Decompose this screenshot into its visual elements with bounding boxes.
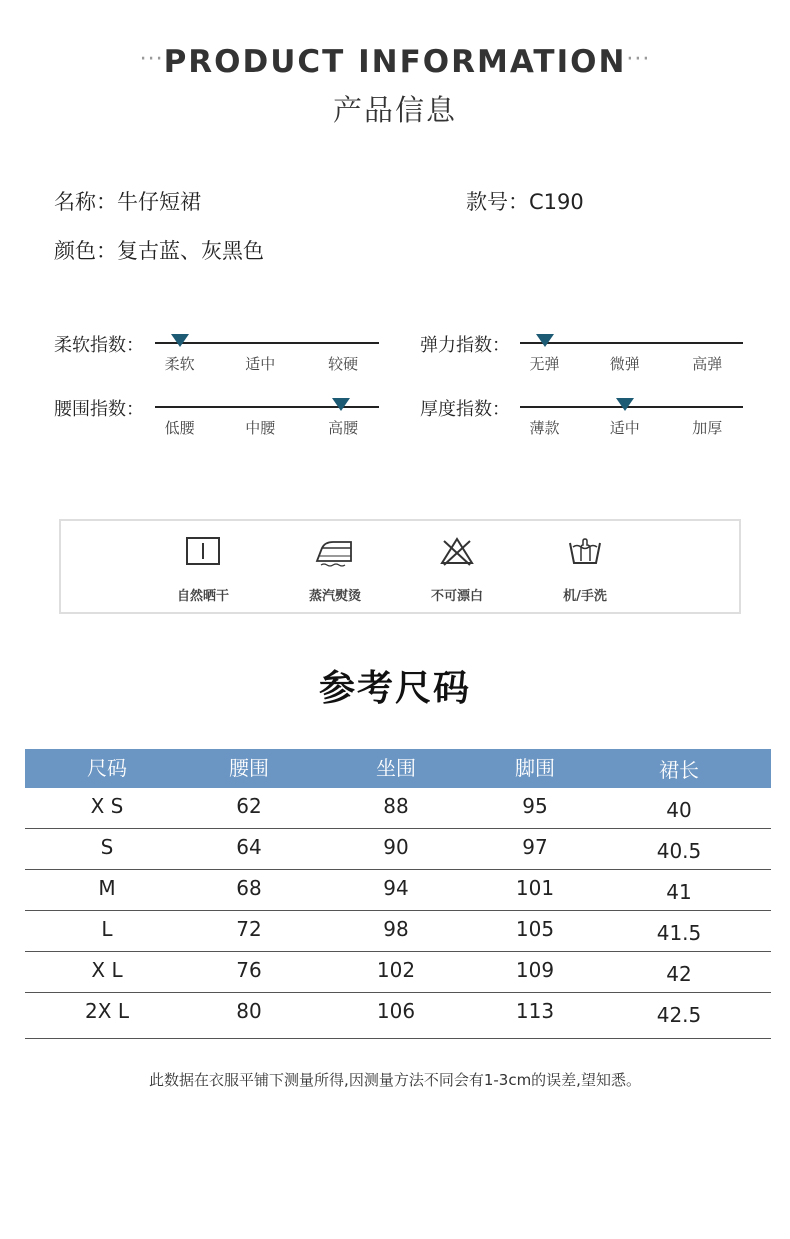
scale-option: 较硬	[328, 355, 359, 373]
cell-length: 40	[666, 798, 692, 822]
scale-option: 中腰	[245, 419, 276, 437]
measurement-note: 此数据在衣服平铺下测量所得,因测量方法不同会有1-3cm的误差,望知悉。	[149, 1071, 641, 1089]
scale-option: 高腰	[328, 419, 359, 437]
scale-marker-icon	[616, 398, 634, 411]
cell-hip: 102	[376, 958, 416, 982]
cell-waist: 80	[236, 999, 262, 1023]
scale-option: 适中	[609, 419, 640, 437]
care-item-steam-iron	[285, 521, 385, 616]
cell-length: 41	[666, 880, 692, 904]
table-row	[25, 788, 771, 829]
scale-option: 无弹	[529, 355, 560, 373]
elasticity-index-label: 弹力指数：	[420, 335, 510, 356]
cell-waist: 76	[236, 958, 262, 982]
softness-index-label: 柔软指数：	[54, 335, 144, 356]
header-title-en	[0, 44, 790, 80]
table-row	[25, 952, 771, 993]
care-label: 蒸汽熨烫	[308, 589, 361, 604]
cell-waist: 62	[236, 794, 262, 818]
cell-hip: 90	[383, 835, 409, 859]
cell-size: X S	[90, 794, 124, 818]
scale-option: 适中	[245, 355, 276, 373]
care-label: 自然晒干	[176, 589, 229, 604]
scale-option: 低腰	[164, 419, 195, 437]
cell-size: 2X L	[85, 999, 129, 1023]
waist-index-scale	[155, 397, 379, 437]
cell-hem: 109	[515, 958, 555, 982]
scale-option: 高弹	[692, 355, 723, 373]
table-row	[25, 911, 771, 952]
column-header-size: 尺码	[87, 756, 127, 780]
care-label: 机/手洗	[563, 589, 607, 604]
cell-waist: 68	[236, 876, 262, 900]
column-header-waist: 腰围	[229, 756, 269, 780]
cell-waist: 72	[236, 917, 262, 941]
no-bleach-icon	[439, 535, 475, 567]
cell-size: S	[100, 835, 114, 859]
scale-option: 微弹	[609, 355, 640, 373]
table-row	[25, 993, 771, 1039]
cell-hem: 113	[515, 999, 555, 1023]
header-title-en-text: PRODUCT INFORMATION	[163, 44, 627, 80]
product-style-no: 款号：C190	[466, 190, 584, 214]
size-table	[25, 749, 771, 1039]
cell-size: M	[98, 876, 116, 900]
thickness-index-scale	[520, 397, 743, 437]
scale-marker-icon	[171, 334, 189, 347]
cell-hem: 105	[515, 917, 555, 941]
elasticity-index-scale	[520, 333, 743, 373]
care-item-hand-wash	[535, 521, 635, 616]
product-color: 颜色：复古蓝、灰黑色	[54, 239, 264, 263]
care-item-hang-dry	[153, 521, 253, 616]
cell-waist: 64	[236, 835, 262, 859]
cell-length: 42	[666, 962, 692, 986]
cell-hip: 98	[383, 917, 409, 941]
scale-option: 薄款	[529, 419, 560, 437]
hang-dry-icon	[185, 535, 221, 567]
care-label: 不可漂白	[430, 589, 483, 604]
table-row	[25, 870, 771, 911]
column-header-hem: 脚围	[515, 756, 555, 780]
cell-hip: 94	[383, 876, 409, 900]
cell-hip: 88	[383, 794, 409, 818]
header-title-cn: 产品信息	[332, 93, 457, 127]
cell-size: L	[101, 917, 113, 941]
care-instructions-box	[59, 519, 741, 614]
cell-hem: 97	[522, 835, 548, 859]
cell-hem: 95	[522, 794, 548, 818]
care-item-no-bleach	[407, 521, 507, 616]
size-table-header	[25, 749, 771, 788]
scale-option: 柔软	[164, 355, 195, 373]
product-name: 名称：牛仔短裙	[54, 190, 201, 214]
cell-length: 41.5	[656, 921, 702, 945]
cell-length: 42.5	[656, 1003, 702, 1027]
scale-marker-icon	[536, 334, 554, 347]
cell-hem: 101	[515, 876, 555, 900]
header-dots-right: ···	[626, 47, 651, 72]
table-row	[25, 829, 771, 870]
softness-index-scale	[155, 333, 379, 373]
thickness-index-label: 厚度指数：	[420, 399, 510, 420]
column-header-length: 裙长	[659, 758, 699, 782]
scale-option: 加厚	[692, 419, 723, 437]
cell-size: X L	[91, 958, 123, 982]
hand-wash-icon	[567, 535, 603, 567]
cell-hip: 106	[376, 999, 416, 1023]
header-dots-left: ···	[139, 47, 164, 72]
cell-length: 40.5	[656, 839, 702, 863]
waist-index-label: 腰围指数：	[54, 399, 144, 420]
steam-iron-icon	[313, 535, 355, 567]
scale-marker-icon	[332, 398, 350, 411]
column-header-hip: 坐围	[376, 756, 416, 780]
size-chart-title: 参考尺码	[318, 668, 471, 709]
